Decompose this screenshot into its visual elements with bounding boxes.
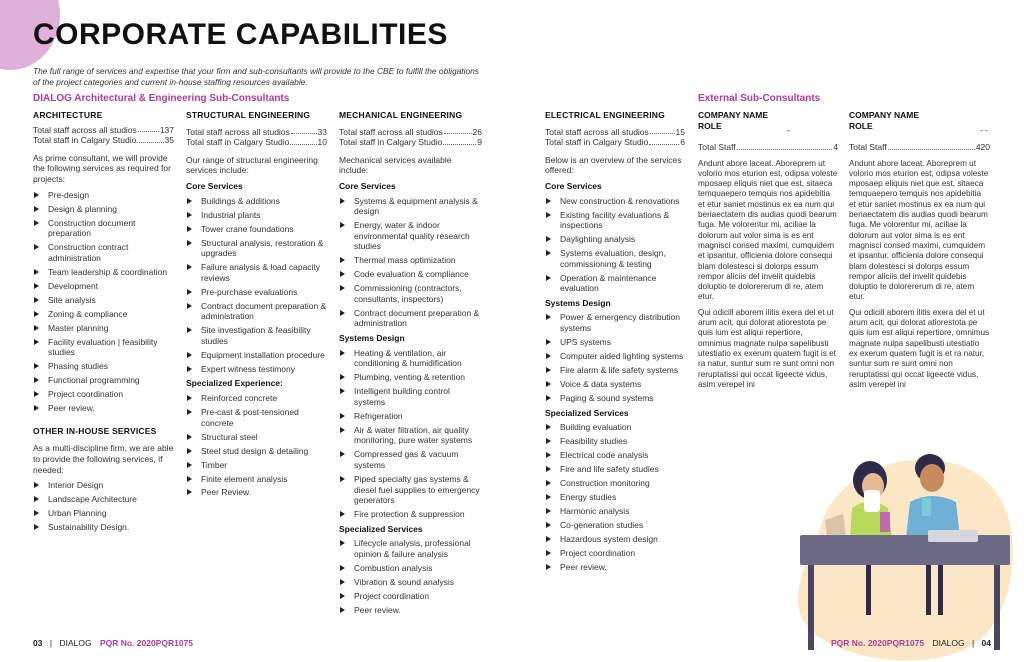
list-item: Compressed gas & vacuum systems <box>339 449 482 470</box>
student-1-cup <box>880 512 890 532</box>
list-item: Tower crane foundations <box>186 224 327 235</box>
list-item: Peer Review. <box>186 487 327 498</box>
structural-column <box>186 110 327 501</box>
architecture-heading: ARCHITECTURE <box>33 110 103 120</box>
list-item: Structural steel <box>186 432 327 443</box>
company-paragraph-2: Qui odicill aborem ilitis exera del et ut arum acit, qui dolorat atiorestota pe quis ium est aliqui repertiore, omnimus magnate nulpa sapelibusti utestiatio ex exerum quatem fugit is et ra natur, suntur sum re sunt omni non reruptatissi qui occat ligeecte vidus, asim verepel ini <box>698 307 836 389</box>
page-number-right: 04 <box>981 638 991 648</box>
student-2-legs <box>926 565 931 615</box>
list-item: Site investigation & feasibility studies <box>186 325 327 346</box>
list-item: Expert witness testimony <box>186 364 327 375</box>
page-title: CORPORATE CAPABILITIES <box>33 18 448 51</box>
list-item: Landscape Architecture <box>33 494 174 505</box>
specialized-services-heading: Specialized Services <box>339 523 423 534</box>
dialog-subconsultants-heading: DIALOG Architectural & Engineering Sub-Consultants <box>33 93 290 104</box>
list-item: Hazardous system design <box>545 534 685 545</box>
list-item: Plumbing, venting & retention <box>339 372 482 383</box>
mechanical-special-list <box>339 538 482 615</box>
company-paragraph-2: Qui odicill aborem ilitis exera del et ut arum acit, qui dolorat atiorestota pe quis ium est aliqui repertiore, omnimus magnate nulpa sapelibusti utestiatio ex exerum quatem fugit is et ra natur, suntur sum re sunt omni non reruptatissi qui occat ligeecte vidus, asim verepel ini <box>849 307 990 389</box>
footer-separator: | <box>971 638 975 648</box>
staff-total-line: Total staff across all studios 15 <box>545 126 685 137</box>
list-item: Lifecycle analysis, professional opinion & failure analysis <box>339 538 482 559</box>
lunch-tray <box>928 530 978 542</box>
list-item: Finite element analysis <box>186 474 327 485</box>
company-name: COMPANY NAME <box>698 110 769 120</box>
student-2-legs <box>938 565 943 615</box>
list-item: Functional programming <box>33 375 174 386</box>
list-item: Co-generation studies <box>545 520 685 531</box>
list-item: Energy studies <box>545 492 685 503</box>
core-services-heading: Core Services <box>339 180 396 191</box>
staff-calgary-line: Total staff in Calgary Studio 9 <box>339 137 482 148</box>
structural-special-list <box>186 393 327 498</box>
list-item: Voice & data systems <box>545 379 685 390</box>
company-description <box>698 159 838 391</box>
list-item: Thermal mass optimization <box>339 255 482 266</box>
list-item: Project coordination <box>33 389 174 400</box>
list-item: New construction & renovations <box>545 196 685 207</box>
list-item: Electrical code analysis <box>545 450 685 461</box>
footer-brand: DIALOG <box>59 638 92 648</box>
role-dash: - - <box>979 125 988 135</box>
core-services-heading: Core Services <box>186 180 243 191</box>
list-item: Pre-cast & post-tensioned concrete <box>186 407 327 428</box>
list-item: Intelligent building control systems <box>339 386 482 407</box>
architecture-column <box>33 110 174 536</box>
list-item: Refrigeration <box>339 411 482 422</box>
specialized-services-heading: Specialized Services <box>545 407 629 418</box>
list-item: Failure analysis & load capacity reviews <box>186 262 327 283</box>
list-item: Sustainability Design. <box>33 522 174 533</box>
list-item: Existing facility evaluations & inspections <box>545 210 685 231</box>
list-item: Construction monitoring <box>545 478 685 489</box>
list-item: Buildings & additions <box>186 196 327 207</box>
list-item: Design & planning <box>33 204 174 215</box>
mechanical-heading: MECHANICAL ENGINEERING <box>339 110 463 120</box>
list-item: Interior Design <box>33 480 174 491</box>
students-lunch-illustration <box>780 440 1024 662</box>
mechanical-column <box>339 110 482 619</box>
company-role: ROLE <box>849 121 873 131</box>
external-company-1 <box>698 110 838 395</box>
list-item: Combustion analysis <box>339 563 482 574</box>
list-item: Fire alarm & life safety systems <box>545 365 685 376</box>
student-1-legs <box>866 565 871 615</box>
student-1-napkin <box>864 490 880 512</box>
intro-text: The full range of services and expertise that your firm and sub-consultants will provide to the CBE to fulfill the obligations of the project categories and current in-house staffing resources available. <box>33 66 479 87</box>
table-top <box>800 535 1010 565</box>
staff-total-line: Total staff across all studios 26 <box>339 126 482 137</box>
list-item: Phasing studies <box>33 361 174 372</box>
footer-pqr: PQR No. 2020PQR1075 <box>99 638 194 648</box>
list-item: Reinforced concrete <box>186 393 327 404</box>
list-item: Peer review. <box>545 562 685 573</box>
systems-design-heading: Systems Design <box>545 297 611 308</box>
list-item: Commissioning (contractors, consultants, inspectors) <box>339 283 482 304</box>
list-item: Vibration & sound analysis <box>339 577 482 588</box>
structural-heading: STRUCTURAL ENGINEERING <box>186 110 311 120</box>
other-services-heading: OTHER IN-HOUSE SERVICES <box>33 425 157 436</box>
electrical-core-list <box>545 196 685 294</box>
list-item: Pre-design <box>33 190 174 201</box>
company-staff-line: Total Staff 420 <box>849 142 990 152</box>
footer-separator: | <box>49 638 53 648</box>
staff-total-line: Total staff across all studios 137 <box>33 124 174 135</box>
other-services-list <box>33 480 174 533</box>
mechanical-systems-list <box>339 348 482 520</box>
list-item: Contract document preparation & administration <box>339 308 482 329</box>
list-item: Feasibility studies <box>545 436 685 447</box>
footer-pqr: PQR No. 2020PQR1075 <box>830 638 925 648</box>
specialized-experience-heading: Specialized Experience: <box>186 378 283 389</box>
list-item: Peer review. <box>339 605 482 616</box>
external-company-2 <box>849 110 990 395</box>
company-description <box>849 159 990 391</box>
list-item: Code evaluation & compliance <box>339 269 482 280</box>
structural-core-list <box>186 196 327 375</box>
list-item: Facility evaluation | feasibility studies <box>33 337 174 358</box>
list-item: Peer review. <box>33 403 174 414</box>
footer-right <box>831 638 991 648</box>
list-item: Systems evaluation, design, commissioning & testing <box>545 248 685 269</box>
list-item: Development <box>33 281 174 292</box>
student-2-drink <box>922 498 931 516</box>
list-item: Fire and life safety studies <box>545 464 685 475</box>
list-item: Industrial plants <box>186 210 327 221</box>
list-item: Power & emergency distribution systems <box>545 312 685 333</box>
list-item: Computer aided lighting systems <box>545 351 685 362</box>
list-item: Air & water filtration, air quality monitoring, pure water systems <box>339 425 482 446</box>
company-role-row <box>698 121 838 136</box>
company-staff-line: Total Staff 4 <box>698 142 838 152</box>
mechanical-intro: Mechanical services available include: <box>339 154 452 176</box>
other-services-intro: As a multi-discipline firm, we are able to provide the following services, if needed: <box>33 443 174 475</box>
company-role: ROLE <box>698 121 722 131</box>
electrical-systems-list <box>545 312 685 403</box>
architecture-list <box>33 190 174 414</box>
list-item: Timber <box>186 460 327 471</box>
list-item: Construction contract administration <box>33 242 174 263</box>
architecture-intro: As prime consultant, we will provide the following services as required for projects: <box>33 152 171 184</box>
list-item: Master planning <box>33 323 174 334</box>
electrical-heading: ELECTRICAL ENGINEERING <box>545 110 665 120</box>
list-item: Systems & equipment analysis & design <box>339 196 482 217</box>
list-item: Project coordination <box>545 548 685 559</box>
company-paragraph-1: Andunt abore laceat. Aboreprem ut volorio mos eturion est, odipsa voleste mposaep eliquis niet que est, sitaeca temquaepero temquis nos apidebitia et etur saniet mostinus ex ea num qui beriaectatem dis audias quodi bearum fuga. Me volorentur mi, aciliae la dolorum aut volor sima is es ent magnisci consed maximi, cumquidem et ipsantur, officienia dolore consequi blam dolestesci si dolorps essum rempor aliciis del invelit quidebis doluptio te dolorererum di re, atem etur. <box>698 158 838 302</box>
electrical-special-list <box>545 422 685 572</box>
list-item: Pre-purchase evaluations <box>186 287 327 298</box>
staff-calgary-line: Total staff in Calgary Studio 10 <box>186 137 327 148</box>
list-item: Operation & maintenance evaluation <box>545 273 685 294</box>
student-2-face <box>920 464 944 492</box>
external-subconsultants-heading: External Sub-Consultants <box>698 93 821 104</box>
page-number-left: 03 <box>33 638 43 648</box>
company-paragraph-1: Andunt abore laceat. Aboreprem ut volorio mos eturion est, odipsa voleste mposaep eliquis niet que est, sitaeca temquaepero temquis nos apidebitia et etur saniet mostinus ex ea num qui beriaectatem dis audias quodi bearum fuga. Me volorentur mi, aciliae la dolorum aut volor sima is es ent magnisci consed maximi, cumquidem et ipsantur, officienia dolore consequi blam dolestesci si dolorps essum rempor aliciis del invelit quidebis doluptio te dolorererum di re, atem etur. <box>849 158 989 302</box>
systems-design-heading: Systems Design <box>339 333 405 344</box>
list-item: Daylighting analysis <box>545 234 685 245</box>
list-item: Energy, water & indoor environmental quality research studies <box>339 220 482 252</box>
list-item: Site analysis <box>33 295 174 306</box>
list-item: Building evaluation <box>545 422 685 433</box>
list-item: Team leadership & coordination <box>33 267 174 278</box>
table-leg <box>994 565 1000 650</box>
electrical-intro: Below is an overview of the services offered: <box>545 154 682 176</box>
role-dash: - <box>787 125 790 135</box>
electrical-column <box>545 110 685 576</box>
list-item: Construction document preparation <box>33 218 174 239</box>
staff-total-line: Total staff across all studios 33 <box>186 126 327 137</box>
list-item: Urban Planning <box>33 508 174 519</box>
list-item: Piped specialty gas systems & diesel fuel supplies to emergency generators <box>339 474 482 506</box>
footer-left <box>33 638 193 648</box>
list-item: UPS systems <box>545 337 685 348</box>
list-item: Harmonic analysis <box>545 506 685 517</box>
list-item: Project coordination <box>339 591 482 602</box>
list-item: Heating & ventilation, air conditioning & humidification <box>339 348 482 369</box>
table-leg <box>808 565 814 650</box>
list-item: Fire protection & suppression <box>339 509 482 520</box>
footer-brand: DIALOG <box>932 638 965 648</box>
list-item: Contract document preparation & administration <box>186 301 327 322</box>
company-role-row <box>849 121 990 136</box>
staff-calgary-line: Total staff in Calgary Studio 35 <box>33 135 174 146</box>
list-item: Structural analysis, restoration & upgrades <box>186 238 327 259</box>
list-item: Paging & sound systems <box>545 393 685 404</box>
mechanical-core-list <box>339 196 482 329</box>
list-item: Equipment installation procedure <box>186 350 327 361</box>
structural-intro: Our range of structural engineering services include: <box>186 154 318 176</box>
company-name: COMPANY NAME <box>849 110 920 120</box>
core-services-heading: Core Services <box>545 180 602 191</box>
list-item: Zoning & compliance <box>33 309 174 320</box>
staff-calgary-line: Total staff in Calgary Studio 6 <box>545 137 685 148</box>
list-item: Steel stud design & detailing <box>186 446 327 457</box>
